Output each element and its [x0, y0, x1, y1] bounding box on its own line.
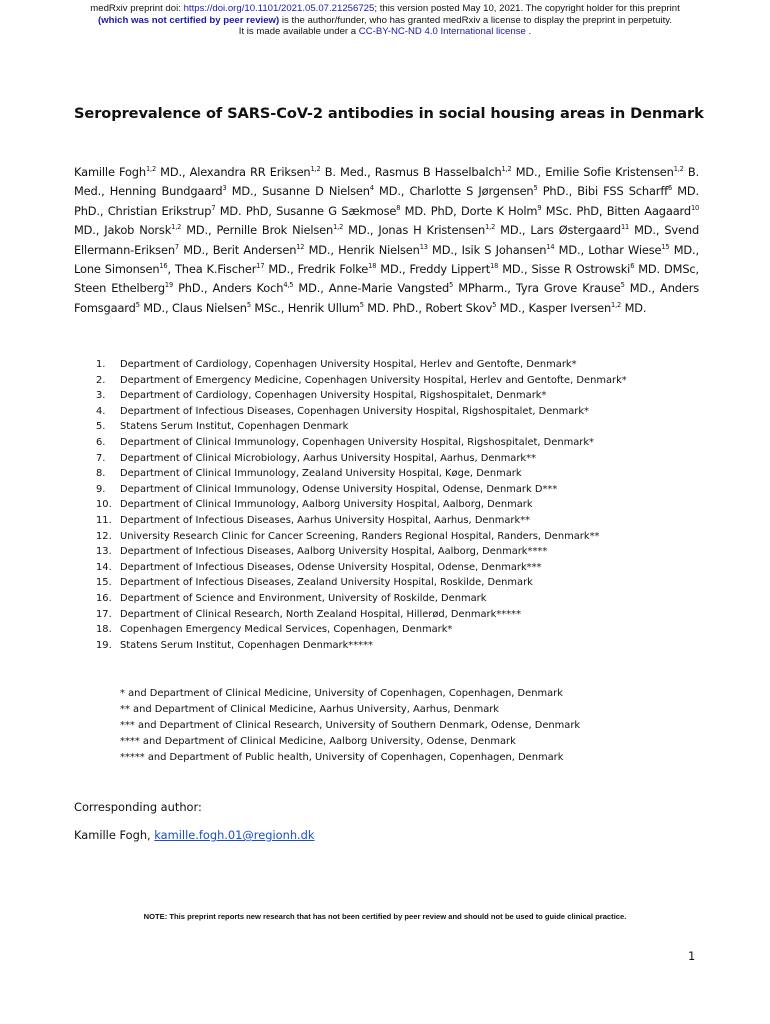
author-degree: MD., [181, 223, 217, 238]
author-degree: MD., [139, 300, 172, 315]
author-affiliation-ref: 1,2 [145, 165, 156, 173]
affiliation-text: Department of Clinical Microbiology, Aarhus University Hospital, Aarhus, Denmark** [120, 452, 537, 464]
affiliation-text: Department of Clinical Immunology, Zealand University Hospital, Køge, Denmark [120, 468, 522, 480]
affiliation-number: 15. [96, 577, 112, 589]
affiliation-text: Department of Infectious Diseases, Odense University Hospital, Odense, Denmark*** [120, 561, 542, 573]
affiliation-number: 12. [96, 530, 112, 542]
affiliation-text: Department of Clinical Immunology, Copenhagen University Hospital, Rigshospitalet, Denmark* [120, 436, 594, 448]
author-name: Isik S Johansen [461, 242, 547, 257]
author-name: Tyra Grove Krause [515, 281, 621, 296]
author-affiliation-ref: 10 [690, 203, 700, 212]
author-affiliation-ref: 5 [135, 300, 140, 309]
author-affiliation-ref: 5 [620, 281, 625, 290]
preprint-note: NOTE: This preprint reports new research that has not been certified by peer review and should not be used to guide clinical practice. [143, 912, 627, 921]
author-name: Bitten Aagaard [606, 203, 691, 218]
author-affiliation-ref: 1,2 [501, 165, 512, 173]
author-degree: MD., [376, 262, 410, 277]
author-degree: MD., [343, 223, 379, 238]
author-name: Fredrik Folke [297, 262, 369, 277]
author-name: Steen Ethelberg [74, 281, 165, 296]
author-name: Susanne G Sækmose [276, 203, 397, 218]
email-link[interactable]: kamille.fogh.01@regionh.dk [154, 828, 315, 842]
author-name: Pernille Brok Nielsen [216, 223, 334, 238]
author-name: Bibi FSS Scharff [577, 184, 669, 199]
affiliation-number: 4. [96, 405, 106, 417]
author-degree: MSc. PhD, [541, 203, 607, 218]
author-name: Anne-Marie Vangsted [328, 281, 450, 296]
affiliation-item [96, 451, 716, 467]
license-link[interactable]: CC-BY-NC-ND 4.0 International license [358, 26, 526, 37]
author-affiliation-ref: 1,2 [310, 165, 321, 173]
affiliation-number: 7. [96, 452, 106, 464]
affiliation-item [96, 497, 716, 513]
author-affiliation-ref: 6 [630, 262, 635, 271]
author-degree: MPharm., [453, 281, 516, 296]
author-affiliation-ref: 4 [369, 184, 374, 193]
author-name: Susanne D Nielsen [262, 184, 370, 199]
author-name: Alexandra RR Eriksen [189, 165, 311, 179]
author-name: Svend Ellermann-Eriksen [74, 223, 700, 257]
author-name: Kamille Fogh [74, 165, 146, 179]
affiliation-item [96, 482, 716, 498]
preprint-banner [0, 3, 770, 38]
author-name: Charlotte S Jørgensen [409, 184, 534, 199]
author-affiliation-ref: 9 [537, 203, 542, 212]
page-number: 1 [688, 949, 696, 963]
affiliation-item [96, 419, 716, 435]
affiliation-note: ***** and Department of Public health, University of Copenhagen, Copenhagen, Denmark [120, 752, 564, 763]
affiliation-text: University Research Clinic for Cancer Screening, Randers Regional Hospital, Randers, Denmark** [120, 530, 600, 542]
affiliation-item [96, 607, 716, 623]
author-name: Lone Simonsen [74, 262, 160, 277]
author-name: Henrik Ullum [287, 300, 360, 315]
paper-title: Seroprevalence of SARS-CoV-2 antibodies in social housing areas in Denmark [74, 105, 704, 122]
doi-link[interactable]: https://doi.org/10.1101/2021.05.07.21256725 [183, 3, 375, 14]
author-name: Dorte K Holm [461, 203, 538, 218]
author-degree: MD., [669, 242, 703, 257]
author-name: Christian Erikstrup [107, 203, 212, 218]
author-affiliation-ref: 11 [621, 223, 630, 232]
author-degree: PhD., [537, 184, 578, 199]
author-affiliation-ref: 18 [368, 262, 377, 271]
affiliation-note: * and Department of Clinical Medicine, University of Copenhagen, Copenhagen, Denmark [120, 688, 563, 699]
affiliation-item [96, 638, 716, 654]
author-name: Anders Fomsgaard [74, 281, 700, 315]
author-degree: MSc., [250, 300, 288, 315]
author-affiliation-ref: 14 [546, 242, 555, 251]
affiliation-text: Department of Infectious Diseases, Aarhus University Hospital, Aarhus, Denmark** [120, 514, 531, 526]
author-affiliation-ref: 13 [419, 242, 428, 251]
affiliation-item [96, 622, 716, 638]
author-degree: MD., [74, 203, 703, 238]
affiliation-text: Copenhagen Emergency Medical Services, Copenhagen, Denmark* [120, 624, 453, 636]
affiliation-item [96, 373, 716, 389]
author-degree: MD., [373, 184, 410, 199]
author-degree: PhD., [173, 281, 213, 296]
author-affiliation-ref: 7 [211, 203, 216, 212]
author-degree: MD., [495, 223, 531, 238]
author-degree: MD., [511, 165, 546, 179]
author-affiliation-ref: 19 [164, 281, 174, 290]
affiliation-item [96, 560, 716, 576]
affiliation-number: 1. [96, 359, 106, 370]
corresponding-author [74, 828, 315, 842]
author-affiliation-ref: 5 [492, 300, 497, 309]
author-name: Lars Østergaard [530, 223, 622, 238]
affiliation-number: 6. [96, 436, 106, 448]
author-affiliation-ref: 5 [359, 300, 364, 309]
affiliation-number: 2. [96, 374, 106, 386]
affiliation-number: 16. [96, 592, 112, 604]
affiliation-text: Department of Infectious Diseases, Zealand University Hospital, Roskilde, Denmark [120, 577, 533, 589]
author-name: Emilie Sofie Kristensen [545, 165, 674, 179]
affiliation-number: 9. [96, 483, 106, 495]
author-affiliation-ref: 8 [396, 203, 401, 212]
author-affiliation-ref: 16 [159, 262, 168, 271]
author-affiliation-ref: 18 [490, 262, 499, 271]
author-name: Sisse R Ostrowski [531, 262, 631, 277]
author-affiliation-ref: 3 [222, 184, 227, 193]
author-name: Berit Andersen [212, 242, 297, 257]
author-degree: MD., [427, 242, 462, 257]
author-name: Henrik Nielsen [338, 242, 420, 257]
author-affiliation-ref: 1,2 [171, 223, 182, 232]
affiliation-text: Department of Clinical Research, North Zealand Hospital, Hillerød, Denmark***** [120, 608, 522, 620]
affiliation-note: **** and Department of Clinical Medicine, Aalborg University, Odense, Denmark [120, 736, 516, 747]
affiliation-note: ** and Department of Clinical Medicine, Aarhus University, Aarhus, Denmark [120, 704, 500, 715]
author-affiliation-ref: 6 [668, 184, 673, 193]
affiliation-number: 17. [96, 608, 112, 620]
author-degree: MD. PhD., [363, 300, 426, 315]
affiliation-item [96, 529, 716, 545]
author-degree: B. Med., [74, 165, 703, 199]
author-name: Jonas H Kristensen [378, 223, 486, 238]
author-name: Thea K.Fischer [174, 262, 257, 277]
author-name: Lothar Wiese [588, 242, 662, 257]
affiliation-text: Department of Infectious Diseases, Copenhagen University Hospital, Rigshospitalet, Denmark* [120, 405, 589, 417]
author-affiliation-ref: 4,5 [283, 281, 294, 290]
author-list [74, 163, 703, 318]
affiliation-item [96, 404, 716, 420]
affiliation-item [96, 513, 716, 529]
author-degree: MD., [264, 262, 298, 277]
author-name: Jakob Norsk [104, 223, 172, 238]
affiliation-text: Department of Science and Environment, University of Roskilde, Denmark [120, 592, 487, 604]
author-degree: MD. [621, 300, 647, 315]
author-affiliation-ref: 1,2 [485, 223, 496, 232]
affiliation-item [96, 435, 716, 451]
banner-line-3: It is made available under a CC-BY-NC-ND 4.0 International license . [238, 26, 532, 37]
author-name: Henning Bundgaard [109, 184, 223, 199]
author-degree: MD., [498, 262, 532, 277]
author-name: Robert Skov [425, 300, 493, 315]
affiliation-text: Department of Cardiology, Copenhagen University Hospital, Herlev and Gentofte, Denmark* [120, 359, 577, 370]
banner-line-1: medRxiv preprint doi: https://doi.org/10.1101/2021.05.07.21256725; this version posted May 10, 2021. The copyright holder for this preprint [90, 3, 680, 14]
author-affiliation-ref: 1,2 [611, 300, 622, 309]
author-degree: MD. DMSc, [634, 262, 703, 277]
corresponding-author-name: Kamille Fogh, [74, 828, 155, 842]
affiliation-number: 5. [96, 421, 106, 433]
affiliation-number: 3. [96, 390, 106, 402]
affiliation-item [96, 388, 716, 404]
affiliation-number: 18. [96, 624, 112, 636]
affiliation-number: 19. [96, 639, 112, 651]
author-degree: B. Med., [320, 165, 375, 179]
author-degree: MD., [629, 223, 665, 238]
affiliation-notes [120, 686, 720, 766]
affiliation-text: Department of Clinical Immunology, Odense University Hospital, Odense, Denmark D*** [120, 483, 558, 495]
affiliation-item [96, 591, 716, 607]
affiliation-item [96, 544, 716, 560]
author-degree: MD., [178, 242, 213, 257]
author-degree: MD., [554, 242, 589, 257]
author-name: Rasmus B Hasselbalch [374, 165, 502, 179]
author-degree: MD., [624, 281, 661, 296]
affiliation-item [96, 466, 716, 482]
author-degree: , [167, 262, 175, 277]
author-affiliation-ref: 5 [449, 281, 454, 290]
author-affiliation-ref: 5 [246, 300, 251, 309]
affiliation-text: Department of Emergency Medicine, Copenhagen University Hospital, Herlev and Gentofte, Denmark* [120, 374, 627, 386]
banner-line-2: (which was not certified by peer review) is the author/funder, who has granted medRxiv a license to display the preprint in perpetuity. [97, 14, 673, 26]
author-affiliation-ref: 1,2 [673, 165, 684, 173]
author-degree: MD. PhD, [400, 203, 461, 218]
affiliation-item [96, 575, 716, 591]
affiliation-text: Statens Serum Institut, Copenhagen Denmark [120, 421, 349, 433]
affiliation-item [96, 357, 716, 373]
author-affiliation-ref: 7 [174, 242, 179, 251]
author-name: Kasper Iversen [528, 300, 612, 315]
author-degree: MD., [293, 281, 329, 296]
affiliation-text: Department of Infectious Diseases, Aalborg University Hospital, Aalborg, Denmark**** [120, 546, 548, 558]
author-affiliation-ref: 1,2 [333, 223, 344, 232]
author-degree: MD. PhD., [74, 184, 703, 218]
author-affiliation-ref: 15 [661, 242, 670, 251]
affiliation-note: *** and Department of Clinical Research, University of Southern Denmark, Odense, Denmark [120, 720, 581, 731]
author-affiliation-ref: 5 [533, 184, 538, 193]
author-degree: MD., [304, 242, 339, 257]
affiliation-text: Statens Serum Institut, Copenhagen Denmark***** [120, 639, 373, 651]
affiliation-number: 11. [96, 514, 112, 526]
author-name: Anders Koch [212, 281, 284, 296]
affiliation-number: 10. [96, 499, 112, 511]
corresponding-author-label: Corresponding author: [74, 800, 202, 814]
affiliation-number: 13. [96, 546, 112, 558]
author-degree: MD., [226, 184, 263, 199]
author-affiliation-ref: 12 [296, 242, 305, 251]
author-degree: MD., [496, 300, 529, 315]
affiliation-text: Department of Clinical Immunology, Aalborg University Hospital, Aalborg, Denmark [120, 499, 533, 511]
affiliation-number: 8. [96, 468, 106, 480]
author-degree: MD., [156, 165, 190, 179]
author-affiliation-ref: 17 [256, 262, 265, 271]
author-degree: MD. PhD, [215, 203, 277, 218]
author-name: Claus Nielsen [171, 300, 247, 315]
affiliation-text: Department of Cardiology, Copenhagen University Hospital, Rigshospitalet, Denmark* [120, 390, 547, 402]
author-name: Freddy Lippert [409, 262, 491, 277]
affiliation-number: 14. [96, 561, 112, 573]
affiliation-list [96, 357, 716, 653]
